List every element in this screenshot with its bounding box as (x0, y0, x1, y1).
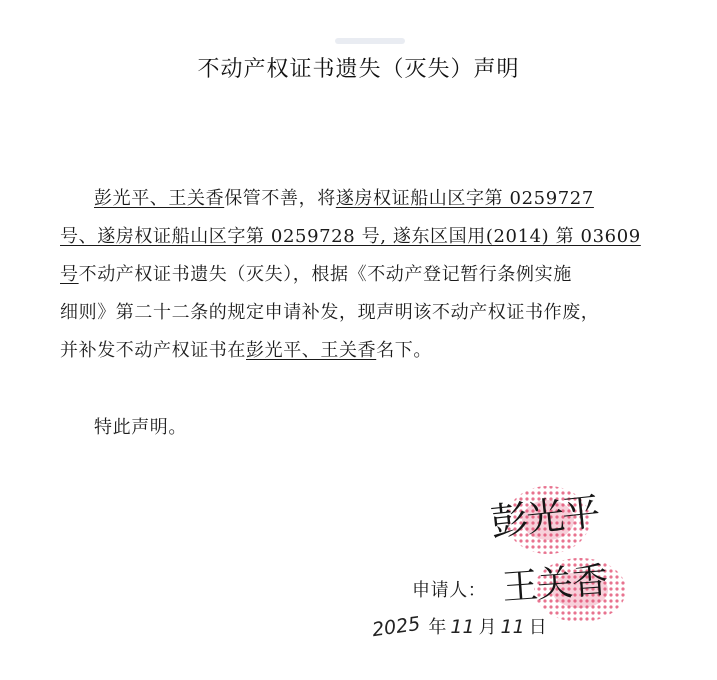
reissue-owner-names: 彭光平、王关香 (246, 340, 377, 361)
body-text-segment: 不动产权证书遗失（灭失），根据《不动产登记暂行条例实施 (78, 264, 572, 285)
body-line-1 (60, 180, 650, 218)
date-month: 11 (450, 616, 475, 638)
signature-1: 彭光平 (488, 489, 601, 545)
handwritten-signatures (480, 478, 640, 628)
date-year: 2025 (370, 612, 422, 642)
body-line-5 (60, 332, 650, 370)
certificate-numbers-2-3: 号、遂房权证船山区字第 0259728 号, 遂东区国用(2014) 第 03609 (60, 226, 641, 247)
signature-2: 王关香 (500, 560, 609, 609)
body-line-3 (60, 256, 650, 294)
certificate-number-suffix: 号 (60, 264, 79, 285)
body-line-4 (60, 294, 650, 332)
date-day-unit: 日 (528, 617, 547, 638)
body-text-segment: 保管不善，将 (224, 188, 336, 209)
body-text-segment: 名下。 (376, 340, 433, 361)
body-text-segment: 细则》第二十二条的规定申请补发，现声明该不动产权证书作废， (60, 302, 600, 323)
scan-smudge (335, 38, 405, 44)
body-line-2 (60, 218, 650, 256)
document-title: 不动产权证书遗失（灭失）声明 (197, 57, 520, 82)
statement-body (60, 180, 650, 370)
body-text-segment: 并补发不动产权证书在 (60, 340, 246, 361)
date-month-unit: 月 (478, 617, 497, 638)
certificate-number-1: 遂房权证船山区字第 0259727 (335, 188, 594, 209)
owner-names: 彭光平、王关香 (94, 188, 225, 209)
applicant-label: 申请人： (412, 580, 487, 601)
closing-statement: 特此声明。 (94, 417, 187, 438)
signing-date (370, 612, 551, 642)
date-year-unit: 年 (428, 617, 447, 638)
date-day: 11 (500, 616, 525, 638)
